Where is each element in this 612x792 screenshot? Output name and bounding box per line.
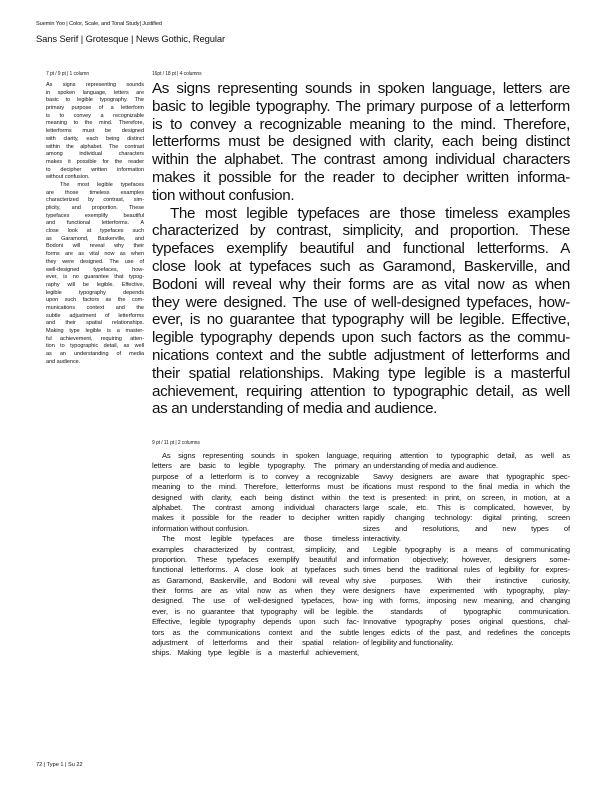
text-line: characterized by contrast, simplicity, and proportion. These (152, 222, 570, 240)
text-line: tors as the communications context and the subtle (152, 627, 359, 637)
text-line: Bodoni will reveal why their forms are as vital now as when (152, 275, 570, 293)
text-line: basic to legible typography. The (46, 97, 144, 104)
text-line: Savvy designers are aware that typographic spec- (373, 471, 570, 481)
text-line: Effective, legible typography depends upon such fac- (152, 617, 359, 627)
text-line: is to convey a recognizable meaning to the mind. Therefore, (152, 115, 570, 133)
text-line: Bodoni will reveal why their (46, 243, 144, 250)
text-line: The most legible typefaces (60, 181, 144, 188)
text-line: with clarity, each being distinct (46, 135, 144, 142)
text-line: typefaces exemplify beautiful and functional letterforms. A (152, 240, 570, 258)
text-line: they were designed. The use of well-designed typefaces, how- (152, 293, 570, 311)
text-line: as an understanding of media and audience. (152, 400, 438, 418)
text-line: in spoken language, letters are (46, 89, 144, 96)
text-line: meaning to the mind. Therefore, letterforms must be (152, 482, 359, 492)
text-line: as Garamond, Baskerville, and Bodoni will reveal why (152, 575, 359, 585)
text-line: proportion. These typefaces exemplify beautiful and (152, 554, 359, 564)
text-line: examples characterized by contrast, simplicity, and (152, 544, 359, 554)
text-line: among individual characters (46, 151, 144, 158)
text-line: times bend the traditional rules of legibility for expres- (363, 565, 570, 575)
text-line: within the alphabet. The contrast among individual characters (152, 151, 570, 169)
text-line: subtle adjustment of letterforms (46, 312, 144, 319)
text-line: designed with clarity, each being distinct within the (152, 492, 359, 502)
text-line: As signs representing sounds in spoken language, (162, 451, 359, 460)
text-line: well-designed typefaces, how- (46, 266, 144, 273)
text-line: legible typography depends (46, 289, 144, 296)
text-line: letters are basic to legible typography. The primary (152, 461, 359, 471)
text-line: within the alphabet. The contrast (46, 143, 144, 150)
text-line: Legible typography is a means of communicating (373, 544, 570, 554)
text-line: and their spatial relationships. (46, 320, 144, 327)
text-line: designers have experimented with typography, play- (363, 586, 570, 596)
text-block-9pt-column-2 (363, 451, 570, 648)
text-line: an understanding of media and audience. (363, 461, 498, 471)
spec-label-7pt: 7 pt / 9 pt | 1 column (46, 71, 90, 77)
text-line: functional letterforms. A close look at typefaces such (152, 565, 359, 575)
text-line: basic to legible typography. The primary purpose of a letterform (152, 97, 570, 115)
text-line: ever, is no guarantee that typog- (46, 274, 144, 281)
text-line: ships. Making type legible is a masterful achievement, (152, 648, 359, 658)
text-line: nications context and the subtle adjustment of letterforms and (152, 346, 570, 364)
text-line: ifications must respond to the final media in which the (363, 482, 570, 492)
text-line: As signs representing sounds in spoken language, letters are (152, 80, 570, 97)
text-line: munications context and the (46, 304, 144, 311)
text-line: Innovative typography poses original questions, chal- (363, 617, 570, 627)
text-line: are those timeless examples (46, 189, 144, 196)
text-line: to decipher written information (46, 166, 144, 173)
text-line: close look at typefaces such (46, 228, 144, 235)
text-line: The most legible typefaces are those timeless (162, 534, 359, 544)
text-line: meaning to the mind. Therefore, (46, 120, 144, 127)
text-block-9pt-column-1 (152, 451, 359, 659)
text-line: ever, is no guarantee that typography will be legible. (152, 606, 359, 616)
text-line: legible typography depends upon such factors as the commu- (152, 329, 570, 347)
text-line: lenges edicts of the past, and redefines the concepts (363, 627, 570, 637)
text-line: close look at typefaces such as Garamond, Baskerville, and (152, 257, 570, 275)
text-line: their spatial relationships. Making type legible is a masterful (152, 364, 570, 382)
spec-label-9pt: 9 pt / 11 pt | 2 columns (152, 440, 200, 446)
text-line: adjustment of letterforms and their spatial relation- (152, 638, 359, 648)
text-line: The most legible typefaces are those timeless examples (170, 204, 570, 222)
text-line: purpose of a letterform is to convey a recognizable (152, 471, 359, 481)
text-line: ing with forms, imposing new meaning, and changing (363, 596, 570, 606)
spec-label-16pt: 16pt / 18 pt | 4 columns (152, 71, 202, 77)
text-line: letterforms must be designed (46, 128, 144, 135)
text-line: sive purposes. With their instinctive curiosity, (363, 575, 570, 585)
header-meta: Suemin Yoo | Color, Scale, and Tonal Study| Justified (36, 21, 162, 27)
text-line: ever, is no guarantee that typography will be legible. Effective, (152, 311, 570, 329)
text-line: tion without confusion. (152, 186, 295, 204)
text-line: interactivity. (363, 534, 401, 544)
text-line: information objectively; however, designers some- (363, 554, 570, 564)
text-line: and functional letterforms. A (46, 220, 144, 227)
text-line: the standards of typographic communication. (363, 606, 570, 616)
text-line: typefaces exemplify beautiful (46, 212, 144, 219)
text-line: is to convey a recognizable (46, 112, 144, 119)
text-line: their forms are as vital now as when they were (152, 586, 359, 596)
text-line: raphy will be legible. Effective, (46, 281, 144, 288)
text-line: ful achievement, requiring atten- (46, 335, 144, 342)
text-line: letterforms must be designed with clarity, each being distinct (152, 133, 570, 151)
text-line: without confusion. (46, 174, 90, 181)
text-line: primary purpose of a letterform (46, 105, 144, 112)
text-line: achievement, requiring attention to typographic detail, as well (152, 382, 570, 400)
text-line: makes it possible for the reader (46, 158, 144, 165)
text-line: tion to typographic detail, as well (46, 343, 144, 350)
text-block-16pt (152, 80, 570, 418)
text-block-7pt (46, 82, 144, 366)
text-line: designed. The use of well-designed typefaces, how- (152, 596, 359, 606)
text-line: makes it possible for the reader to decipher written informa- (152, 168, 570, 186)
text-line: sizes and resolutions, and new types of (363, 523, 570, 533)
text-line: upon such factors as the com- (46, 297, 144, 304)
text-line: requiring attention to typographic detail, as well as (363, 451, 570, 460)
text-line: plicity, and proportion. These (46, 205, 144, 211)
page-folio: 72 | Type 1 | Su 22 (36, 762, 83, 768)
text-line: of legibility and functionality. (363, 638, 454, 648)
text-line: makes it possible for the reader to decipher written (152, 513, 359, 523)
text-line: rapidly changing technology: digital printing, screen (363, 513, 570, 523)
text-line: text is presented: in print, on screen, in motion, at a (363, 492, 570, 502)
text-line: as Garamond, Baskerville, and (46, 235, 144, 242)
text-line: large scale, etc. This is complicated, however, by (363, 502, 570, 512)
text-line: information without confusion. (152, 523, 249, 533)
page-title: Sans Serif | Grotesque | News Gothic, Regular (36, 33, 225, 44)
text-line: As signs representing sounds (46, 82, 144, 88)
text-line: characterized by contrast, sim- (46, 197, 144, 204)
text-line: they were designed. The use of (46, 258, 144, 265)
text-line: and audience. (46, 358, 81, 365)
text-line: forms are as vital now as when (46, 251, 144, 258)
text-line: alphabet. The contrast among individual characters (152, 502, 359, 512)
text-line: Making type legible is a master- (46, 328, 144, 334)
text-line: as an understanding of media (46, 351, 144, 358)
